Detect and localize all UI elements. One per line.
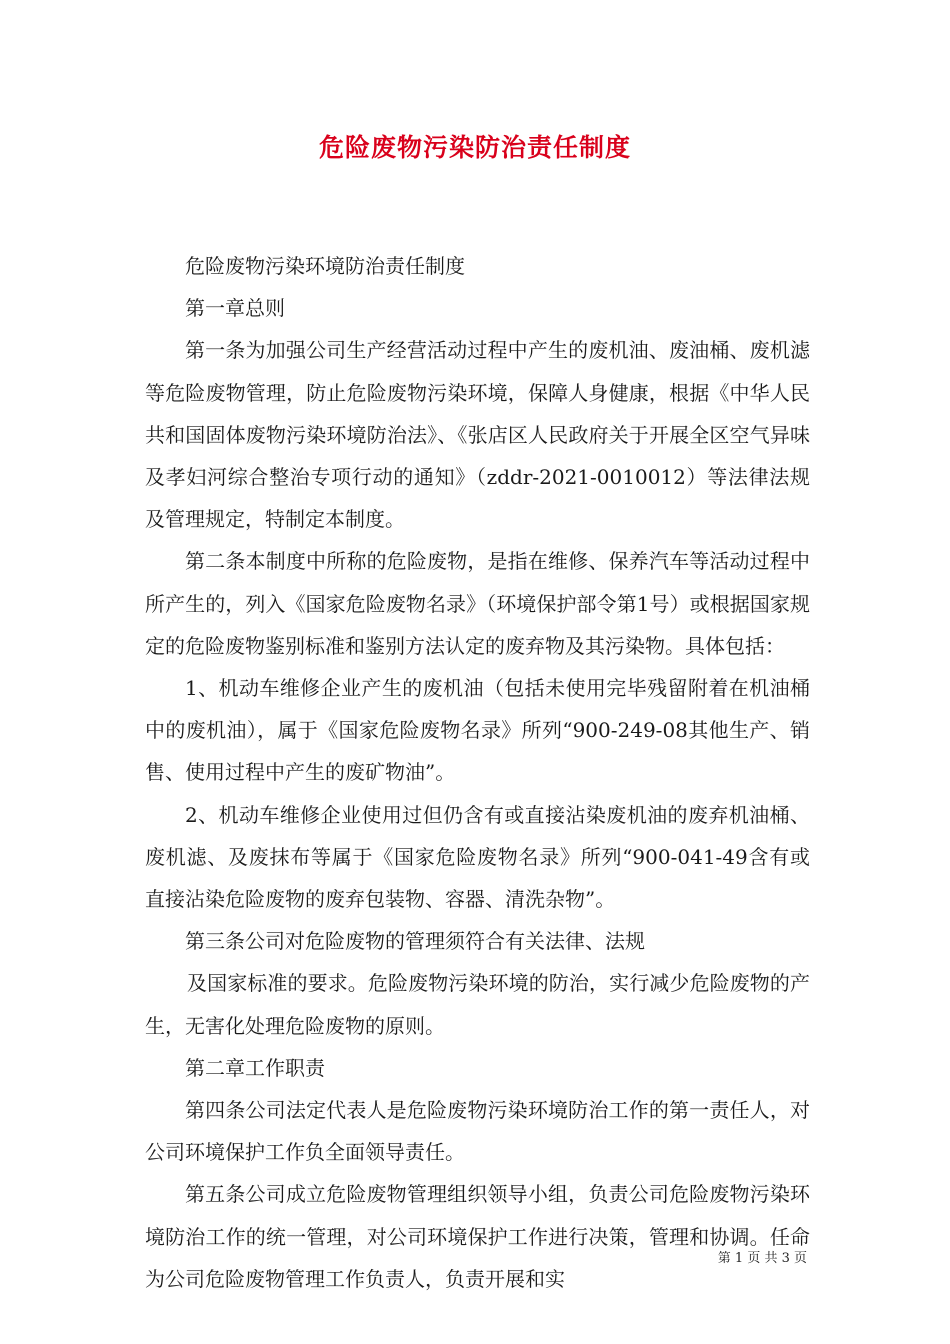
paragraph-chapter-1: 第一章总则 <box>185 296 285 321</box>
paragraph-article-3: 第三条公司对危险废物的管理须符合有关法律、法规 <box>185 929 645 954</box>
paragraph-subtitle: 危险废物污染环境防治责任制度 <box>185 254 465 278</box>
document-title: 危险废物污染防治责任制度 <box>318 133 631 162</box>
paragraph-article-5: 第五条公司成立危险废物管理组织领导小组，负责公司危险废物污染环境防治工作的统一管理，对公司环境保护工作进行决策，管理和协调。任命为公司危险废物管理工作负责人，负责开展和实 <box>145 1182 810 1291</box>
paragraph-item-2: 2、机动车维修企业使用过但仍含有或直接沾染废机油的废弃机油桶、废机滤、及废抹布等属于《国家危险废物名录》所列“900-041-49含有或直接沾染危险废物的废弃包装物、容器、清洗杂物”。 <box>145 802 810 912</box>
paragraph-article-3-continued: 及国家标准的要求。危险废物污染环境的防治，实行减少危险废物的产生，无害化处理危险废物的原则。 <box>145 971 810 1038</box>
page-footer: 第 1 页 共 3 页 <box>717 1251 807 1266</box>
paragraph-article-2: 第二条本制度中所称的危险废物，是指在维修、保养汽车等活动过程中所产生的，列入《国家危险废物名录》（环境保护部令第1号）或根据国家规定的危险废物鉴别标准和鉴别方法认定的废弃物及其污染物。具体包括： <box>145 549 810 658</box>
paragraph-article-4: 第四条公司法定代表人是危险废物污染环境防治工作的第一责任人，对公司环境保护工作负全面领导责任。 <box>145 1098 810 1165</box>
paragraph-article-1: 第一条为加强公司生产经营活动过程中产生的废机油、废油桶、废机滤等危险废物管理，防止危险废物污染环境，保障人身健康，根据《中华人民共和国固体废物污染环境防治法》、《张店区人民政府关于开展全区空气异味及孝妇河综合整治专项行动的通知》（zddr-2021-0010012）等法律法规及管理规定，特制定本制度。 <box>145 338 810 532</box>
document-body <box>145 245 810 1300</box>
paragraph-item-1: 1、机动车维修企业产生的废机油（包括未使用完毕残留附着在机油桶中的废机油），属于《国家危险废物名录》所列“900-249-08其他生产、销售、使用过程中产生的废矿物油”。 <box>145 676 810 785</box>
paragraph-chapter-2: 第二章工作职责 <box>185 1055 325 1080</box>
